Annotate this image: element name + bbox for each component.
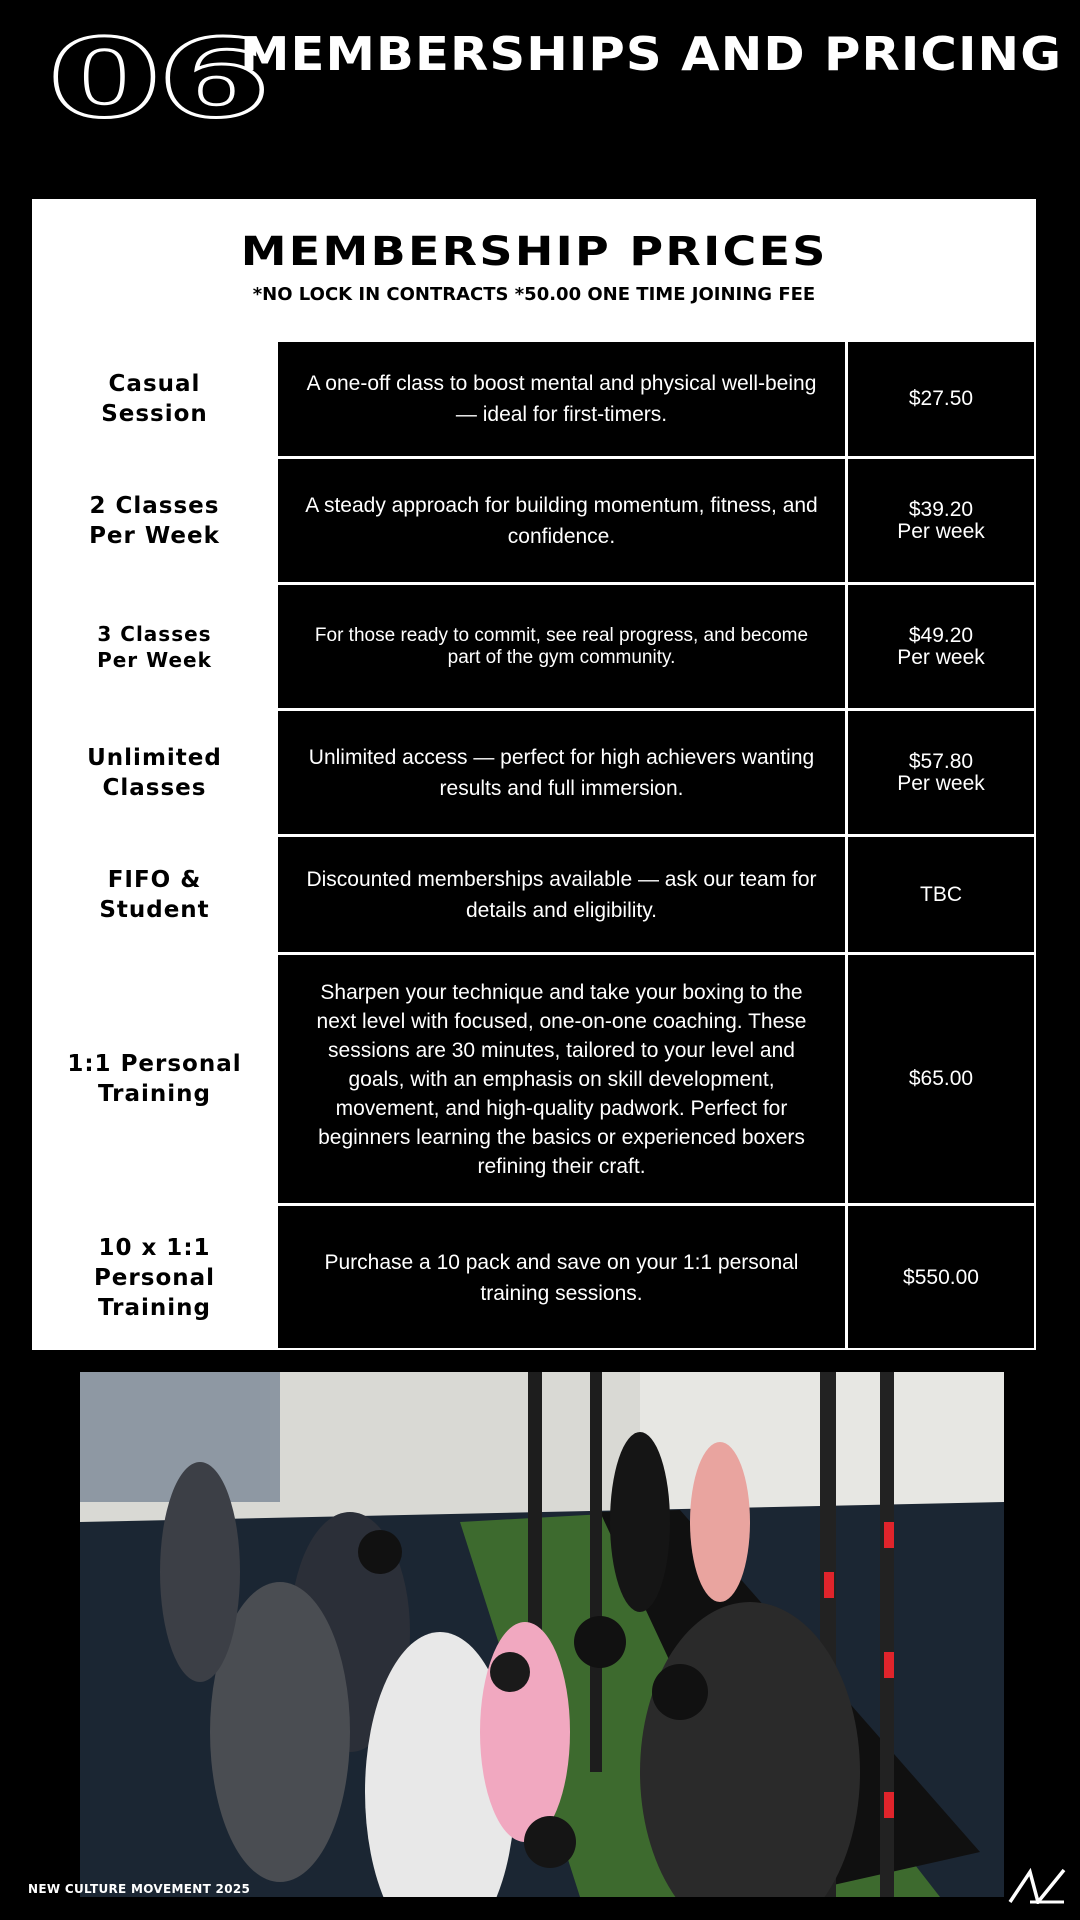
- price-row: [34, 952, 1034, 1203]
- membership-name: Unlimited Classes: [34, 711, 278, 834]
- membership-description: For those ready to commit, see real progress, and become part of the gym community.: [278, 585, 848, 708]
- membership-description: A one-off class to boost mental and physical well-being — ideal for first-timers.: [278, 342, 848, 456]
- membership-period: Per week: [897, 771, 985, 795]
- card-header: [34, 201, 1034, 339]
- membership-price: $65.00: [908, 1067, 974, 1090]
- membership-name: 1:1 Personal Training: [34, 955, 278, 1203]
- membership-description: A steady approach for building momentum, fitness, and confidence.: [278, 459, 848, 582]
- price-row: [34, 708, 1034, 834]
- price-row: [34, 339, 1034, 456]
- membership-description: Sharpen your technique and take your boxing to the next level with focused, one-on-one coaching. These sessions are 30 minutes, tailored to your level and goals, with an emphasis on skill development, movement, and high-quality padwork. Perfect for beginners learning the basics or experienced boxers refining their craft.: [278, 955, 848, 1203]
- membership-price-cell: [848, 585, 1034, 708]
- membership-name: 2 Classes Per Week: [34, 459, 278, 582]
- membership-description: Discounted memberships available — ask our team for details and eligibility.: [278, 837, 848, 952]
- membership-description: Unlimited access — perfect for high achievers wanting results and full immersion.: [278, 711, 848, 834]
- membership-name: 10 x 1:1 Personal Training: [34, 1206, 278, 1349]
- card-title: MEMBERSHIP PRICES: [240, 229, 828, 275]
- membership-price: $550.00: [903, 1265, 979, 1289]
- membership-price-cell: [848, 342, 1034, 456]
- membership-name: Casual Session: [34, 342, 278, 456]
- membership-name: FIFO & Student: [34, 837, 278, 952]
- price-row: [34, 834, 1034, 952]
- membership-price-cell: [848, 955, 1034, 1203]
- price-row: [34, 582, 1034, 708]
- price-row: [34, 456, 1034, 582]
- membership-price: $57.80: [908, 749, 974, 773]
- section-number: 06: [48, 17, 268, 142]
- membership-price: $39.20: [908, 497, 974, 521]
- membership-price: $27.50: [908, 387, 974, 410]
- membership-price-cell: [848, 837, 1034, 952]
- page-title: MEMBERSHIPS AND PRICING: [240, 27, 1063, 81]
- membership-price-cell: [848, 1206, 1034, 1349]
- membership-price: $49.20: [908, 623, 974, 647]
- membership-period: Per week: [897, 519, 985, 543]
- boxing-class-photo: [80, 1372, 1004, 1897]
- membership-price: TBC: [920, 882, 962, 906]
- membership-price-cell: [848, 711, 1034, 834]
- price-row: [34, 1203, 1034, 1349]
- footer-text: NEW CULTURE MOVEMENT 2025: [28, 1882, 251, 1896]
- membership-period: Per week: [897, 645, 985, 669]
- card-subtitle: *NO LOCK IN CONTRACTS *50.00 ONE TIME JOINING FEE: [252, 284, 816, 305]
- membership-prices-card: [32, 199, 1036, 1350]
- ncm-logo-icon: [1008, 1868, 1066, 1904]
- membership-name: 3 Classes Per Week: [34, 585, 278, 708]
- membership-price-cell: [848, 459, 1034, 582]
- membership-description: Purchase a 10 pack and save on your 1:1 personal training sessions.: [278, 1206, 848, 1349]
